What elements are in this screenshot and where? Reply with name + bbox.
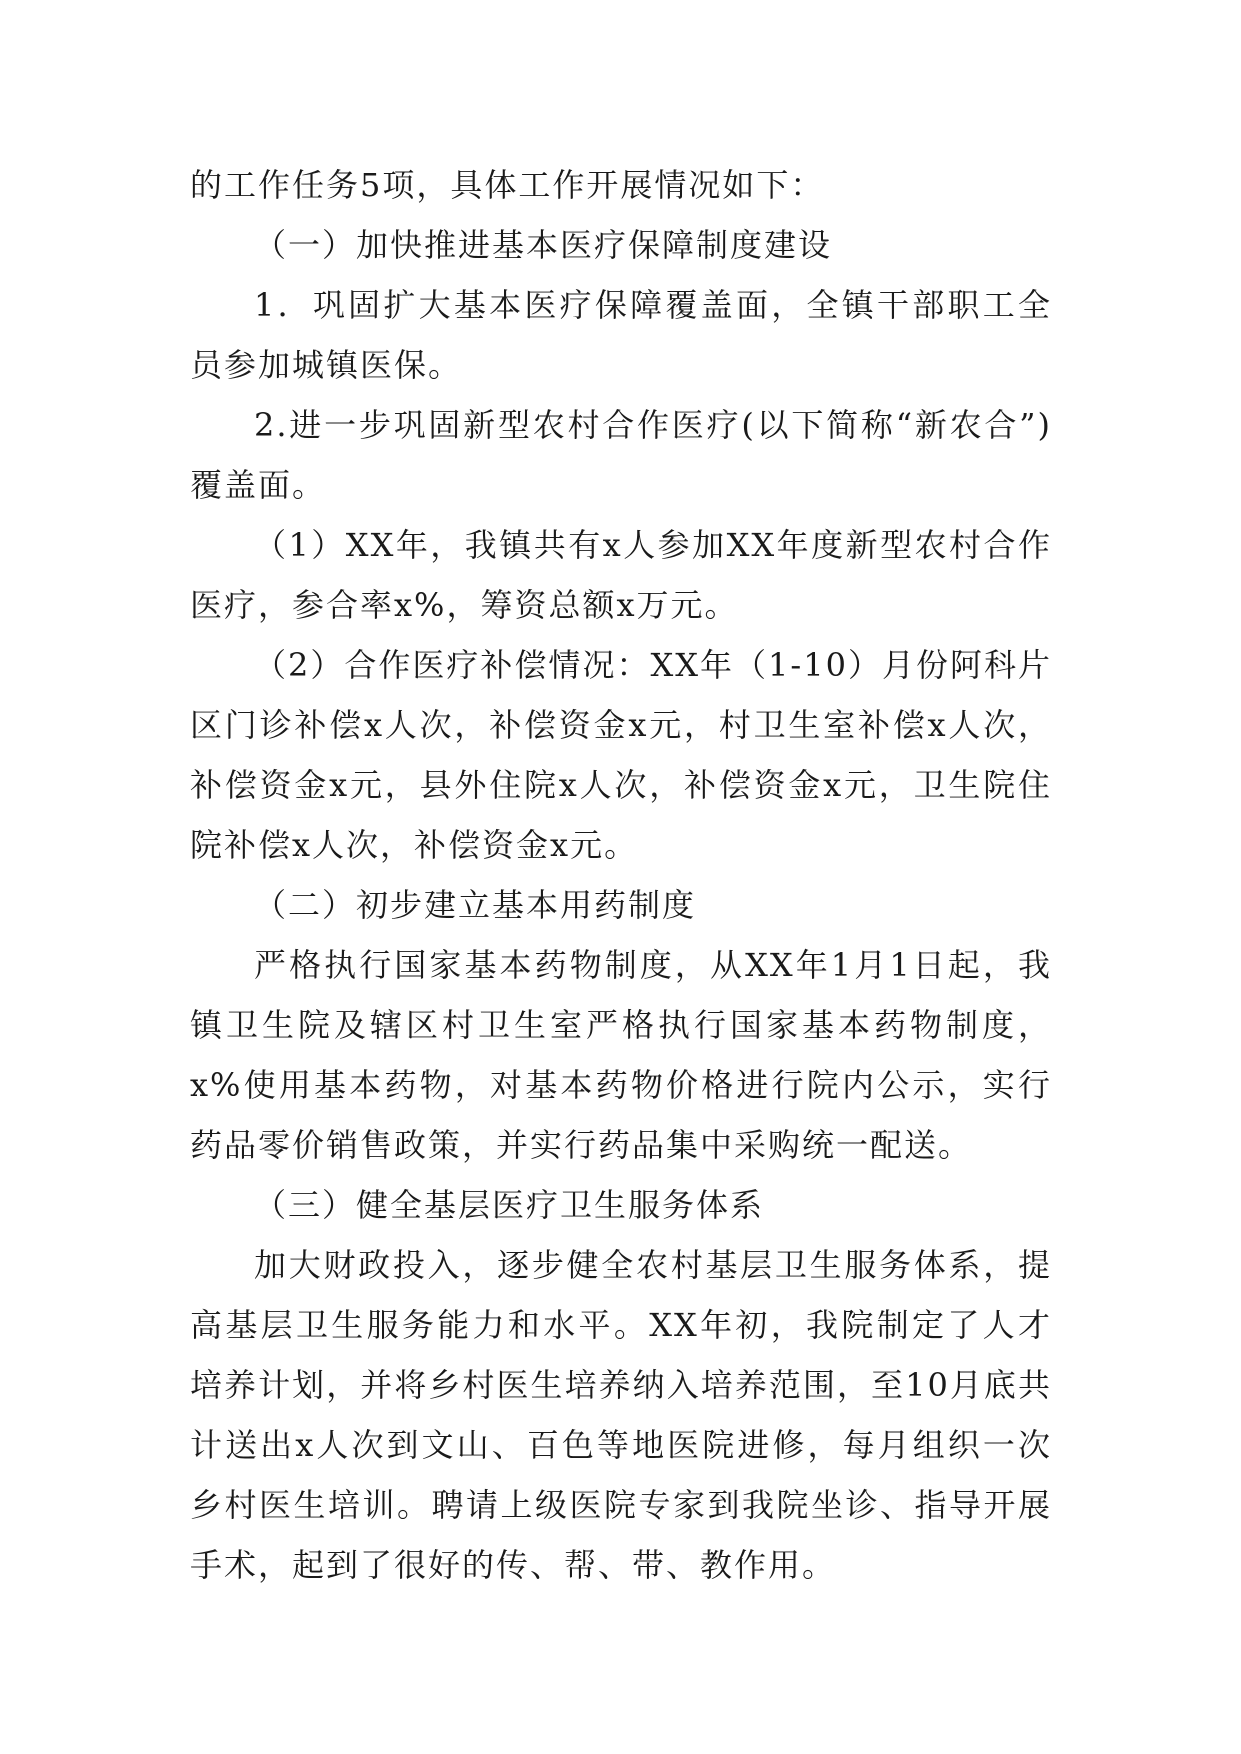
paragraph-task-intro: 的工作任务5项，具体工作开展情况如下：: [190, 166, 825, 204]
heading-section-2: （二）初步建立基本用药制度: [254, 886, 697, 924]
heading-section-3: （三）健全基层医疗卫生服务体系: [254, 1186, 765, 1224]
paragraph-section-3-body: 加大财政投入，逐步健全农村基层卫生服务体系，提高基层卫生服务能力和水平。XX年初，我院制定了人才培养计划，并将乡村医生培养纳入培养范围，至10月底共计送出x人次到文山、百色等地医院进修，每月组织一次乡村医生培训。聘请上级医院专家到我院坐诊、指导开展手术，起到了很好的传、帮、带、教作用。: [190, 1246, 1052, 1584]
paragraph-section-2-body: 严格执行国家基本药物制度，从XX年1月1日起，我镇卫生院及辖区村卫生室严格执行国家基本药物制度，x%使用基本药物，对基本药物价格进行院内公示，实行药品零价销售政策，并实行药品集中采购统一配送。: [190, 946, 1052, 1164]
paragraph-item-2: 2.进一步巩固新型农村合作医疗(以下简称“新农合”)覆盖面。: [190, 406, 1052, 504]
document-body: [190, 155, 1052, 1595]
paragraph-subitem-2: （2）合作医疗补偿情况：XX年（1-10）月份阿科片区门诊补偿x人次，补偿资金x元，村卫生室补偿x人次，补偿资金x元，县外住院x人次，补偿资金x元，卫生院住院补偿x人次，补偿资金x元。: [190, 646, 1052, 864]
paragraph-item-1: 1．巩固扩大基本医疗保障覆盖面，全镇干部职工全员参加城镇医保。: [190, 286, 1052, 384]
paragraph-subitem-1: （1）XX年，我镇共有x人参加XX年度新型农村合作医疗，参合率x%，筹资总额x万元。: [190, 526, 1052, 624]
heading-section-1: （一）加快推进基本医疗保障制度建设: [254, 226, 833, 264]
